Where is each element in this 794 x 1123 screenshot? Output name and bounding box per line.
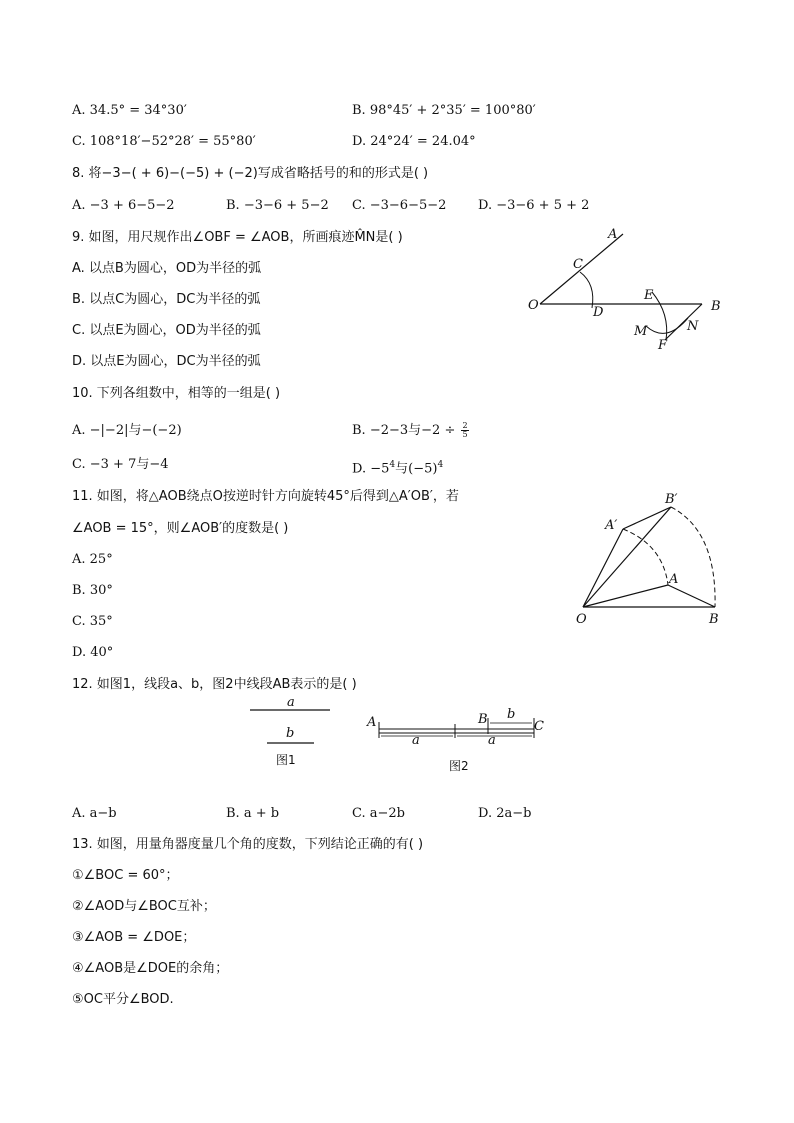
q10-option-b — [352, 422, 469, 440]
arc-cd — [580, 272, 593, 308]
arc-bbp — [671, 507, 715, 607]
seg-obp — [583, 507, 671, 607]
q11-stem-line1: 11. 如图，将△AOB绕点O按逆时针方向旋转45°后得到△A′OB′，若 — [72, 489, 459, 504]
label-bp: B′ — [665, 492, 678, 507]
q9-option-b: B. 以点C为圆心，DC为半径的弧 — [72, 292, 261, 307]
label-A: A — [367, 715, 377, 730]
q10-option-b-text: B. −2−3与−2 ÷ — [352, 423, 456, 438]
q8-option-b: B. −3−6 + 5−2 — [226, 198, 329, 213]
q10-option-d-mid: 与(−5) — [395, 461, 438, 477]
q10-stem: 10. 下列各组数中，相等的一组是( ) — [72, 386, 281, 401]
label-n: N — [687, 319, 699, 334]
label-f: F — [658, 338, 668, 353]
label-e: E — [644, 288, 654, 303]
label-b: B — [711, 299, 721, 314]
q9-option-d: D. 以点E为圆心，DC为半径的弧 — [72, 354, 261, 369]
q9-figure — [520, 222, 730, 357]
q9-option-c: C. 以点E为圆心，OD为半径的弧 — [72, 323, 261, 338]
q10-option-d-exp2: 4 — [437, 460, 444, 470]
q12-figure-1 — [240, 692, 340, 772]
q11-stem-line2: ∠AOB = 15°，则∠AOB′的度数是( ) — [72, 521, 289, 536]
q10-option-d — [352, 456, 443, 478]
fraction-numerator: 2 — [462, 421, 468, 430]
label-b: b — [286, 726, 295, 741]
q13-item-4: ④∠AOB是∠DOE的余角； — [72, 961, 229, 976]
seg-ab — [668, 585, 715, 607]
label-a1: a — [412, 733, 420, 748]
label-a2: a — [488, 733, 496, 748]
q10-option-d-exp1: 4 — [389, 460, 396, 470]
q12-stem: 12. 如图1，线段a、b，图2中线段AB表示的是( ) — [72, 677, 357, 692]
label-ap: A′ — [605, 518, 618, 533]
q13-item-5: ⑤OC平分∠BOD. — [72, 992, 174, 1007]
q11-option-d: D. 40° — [72, 645, 114, 660]
q9-stem: 9. 如图，用尺规作出∠OBF = ∠AOB，所画痕迹M̂N是( ) — [72, 230, 403, 245]
q11-option-a: A. 25° — [72, 552, 113, 567]
arc-aap — [623, 529, 668, 585]
label-d: D — [593, 305, 604, 320]
label-b-small: b — [507, 707, 516, 722]
q10-option-c: C. −3 + 7与−4 — [72, 457, 169, 472]
q12-figure-2 — [362, 704, 552, 776]
q9-option-a: A. 以点B为圆心，OD为半径的弧 — [72, 261, 262, 276]
q11-option-b: B. 30° — [72, 583, 113, 598]
q12-option-b: B. a + b — [226, 806, 280, 821]
label-b: B — [709, 612, 719, 627]
label-c: C — [573, 257, 583, 272]
label-a: A — [669, 572, 679, 587]
label-C: C — [534, 719, 544, 734]
q11-figure — [565, 485, 735, 630]
q8-option-d: D. −3−6 + 5 + 2 — [478, 198, 590, 213]
q8-stem: 8. 将−3−( + 6)−(−5) + (−2)写成省略括号的和的形式是( ) — [72, 166, 429, 181]
q7-option-c: C. 108°18′−52°28′ = 55°80′ — [72, 134, 256, 149]
q13-stem: 13. 如图，用量角器度量几个角的度数，下列结论正确的有( ) — [72, 837, 424, 852]
label-o: O — [528, 298, 539, 313]
label-m: M — [634, 324, 648, 339]
label-B: B — [478, 712, 488, 727]
figure-1-caption: 图1 — [276, 753, 296, 767]
q12-option-a: A. a−b — [72, 806, 117, 821]
seg-oa — [583, 585, 668, 607]
seg-apbp — [623, 507, 671, 529]
q8-option-c: C. −3−6−5−2 — [352, 198, 447, 213]
q12-option-d: D. 2a−b — [478, 806, 532, 821]
label-a: a — [287, 695, 295, 710]
q8-option-a: A. −3 + 6−5−2 — [72, 198, 175, 213]
label-a: A — [608, 227, 618, 242]
q11-option-c: C. 35° — [72, 614, 113, 629]
q7-option-b: B. 98°45′ + 2°35′ = 100°80′ — [352, 103, 536, 118]
q13-item-2: ②∠AOD与∠BOC互补； — [72, 899, 216, 914]
q13-item-3: ③∠AOB = ∠DOE； — [72, 930, 196, 945]
q7-option-d: D. 24°24′ = 24.04° — [352, 134, 476, 149]
fraction-denominator: 5 — [462, 430, 468, 439]
q10-option-a: A. −|−2|与−(−2) — [72, 423, 182, 438]
q7-option-a: A. 34.5° = 34°30′ — [72, 103, 187, 118]
figure-2-caption: 图2 — [449, 759, 469, 773]
q12-option-c: C. a−2b — [352, 806, 405, 821]
q10-option-d-base: D. −5 — [352, 461, 390, 477]
label-o: O — [576, 612, 587, 627]
q10-option-b-fraction — [461, 422, 468, 439]
q13-item-1: ①∠BOC = 60°； — [72, 868, 179, 883]
